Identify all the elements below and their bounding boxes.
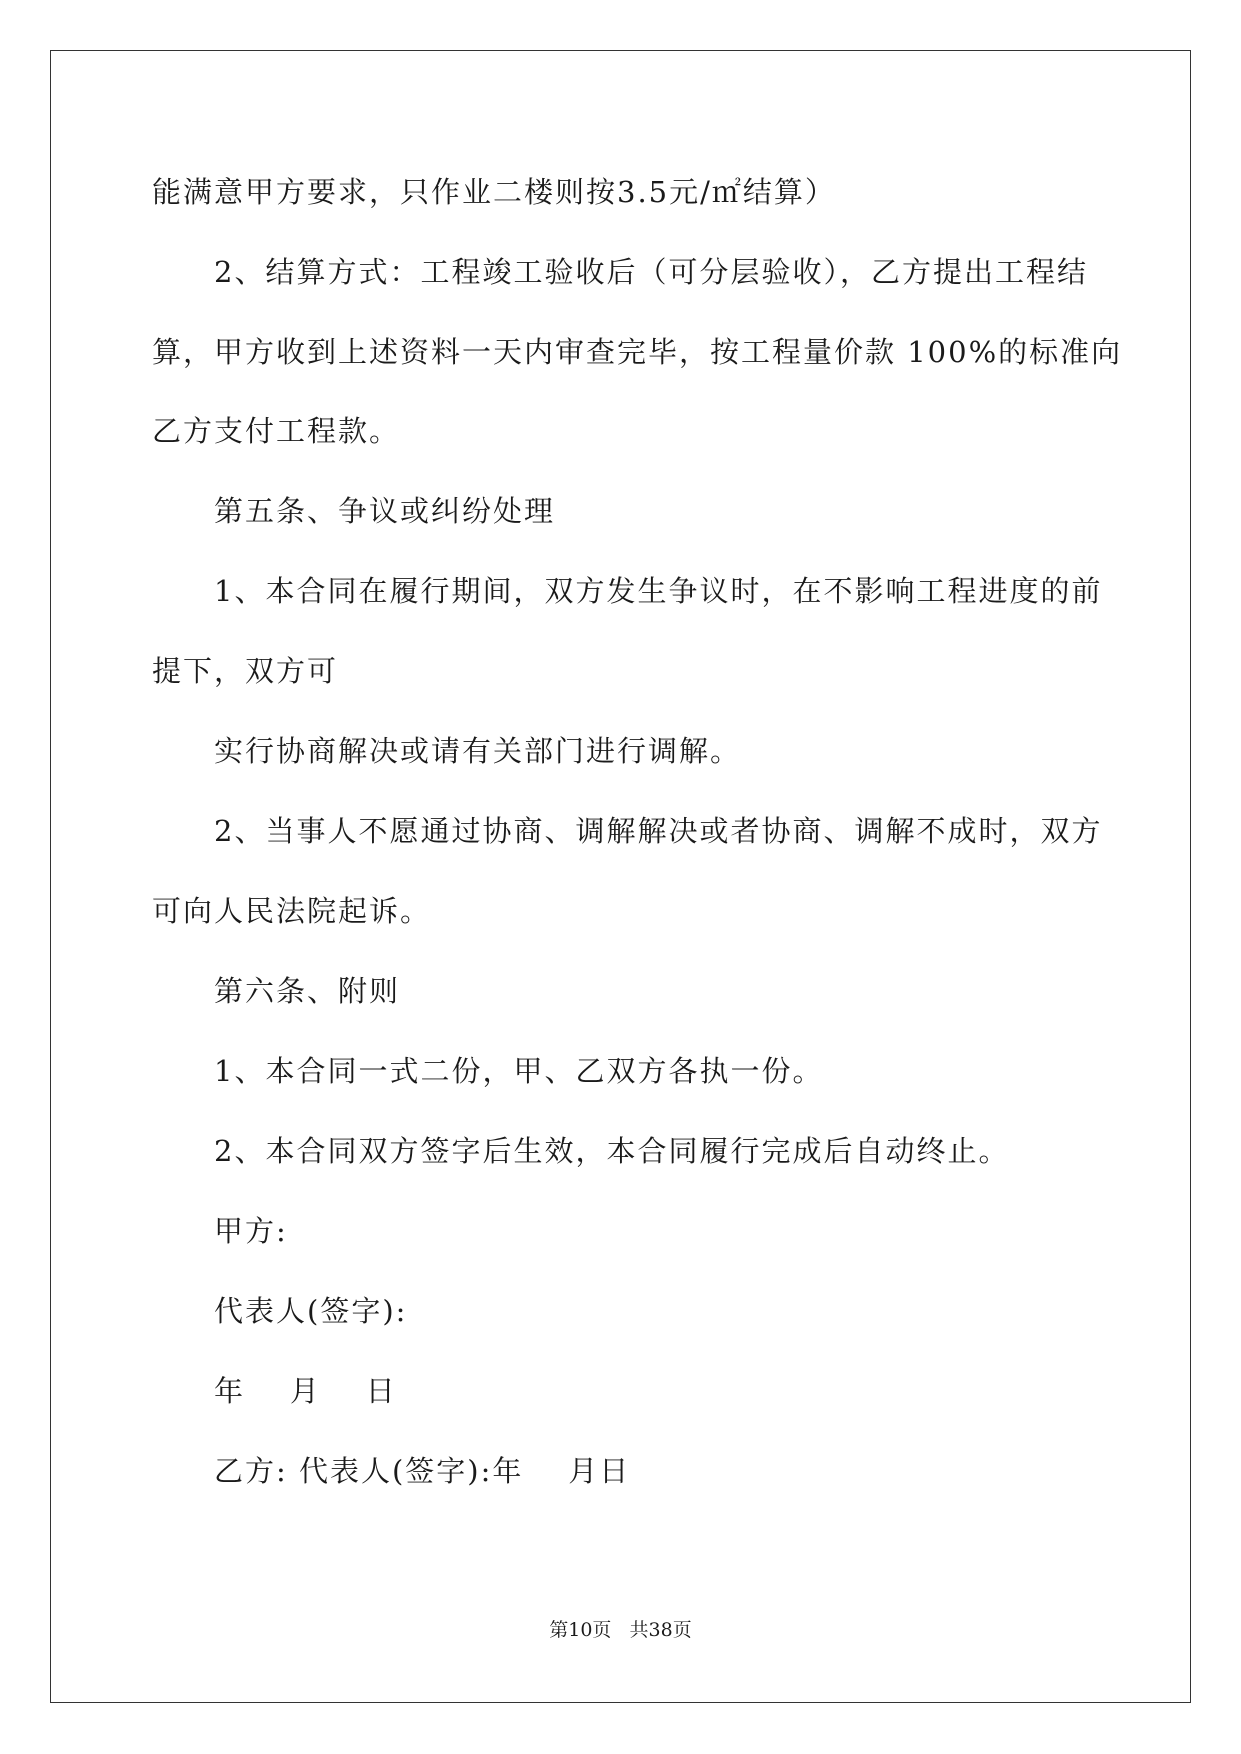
text-line-2: 2、结算方式：工程竣工验收后（可分层验收），乙方提出工程结 — [214, 255, 1088, 289]
party-a-label: 甲方: — [214, 1214, 288, 1248]
party-b-line: 乙方: 代表人(签字):年 月日 — [214, 1454, 631, 1488]
text-line-10: 可向人民法院起诉。 — [152, 894, 432, 928]
party-a-date: 年 月 日 — [214, 1374, 397, 1408]
text-line-13: 2、本合同双方签字后生效，本合同履行完成后自动终止。 — [214, 1134, 1010, 1168]
text-line-7: 提下，双方可 — [152, 654, 339, 688]
section-heading-5: 第五条、争议或纠纷处理 — [214, 494, 556, 528]
text-line-3: 算，甲方收到上述资料一天内审查完毕，按工程量价款 100%的标准向 — [152, 335, 1123, 369]
text-line-1: 能满意甲方要求，只作业二楼则按3.5元/㎡结算） — [152, 175, 836, 209]
text-line-12: 1、本合同一式二份，甲、乙双方各执一份。 — [214, 1054, 824, 1088]
text-line-9: 2、当事人不愿通过协商、调解解决或者协商、调解不成时，双方 — [214, 814, 1103, 848]
text-line-8: 实行协商解决或请有关部门进行调解。 — [214, 734, 742, 768]
party-a-signature: 代表人(签字): — [214, 1294, 408, 1328]
page-footer: 第10页 共38页 — [549, 1619, 692, 1641]
text-line-6: 1、本合同在履行期间，双方发生争议时，在不影响工程进度的前 — [214, 574, 1103, 608]
section-heading-6: 第六条、附则 — [214, 974, 401, 1008]
text-line-4: 乙方支付工程款。 — [152, 414, 401, 448]
